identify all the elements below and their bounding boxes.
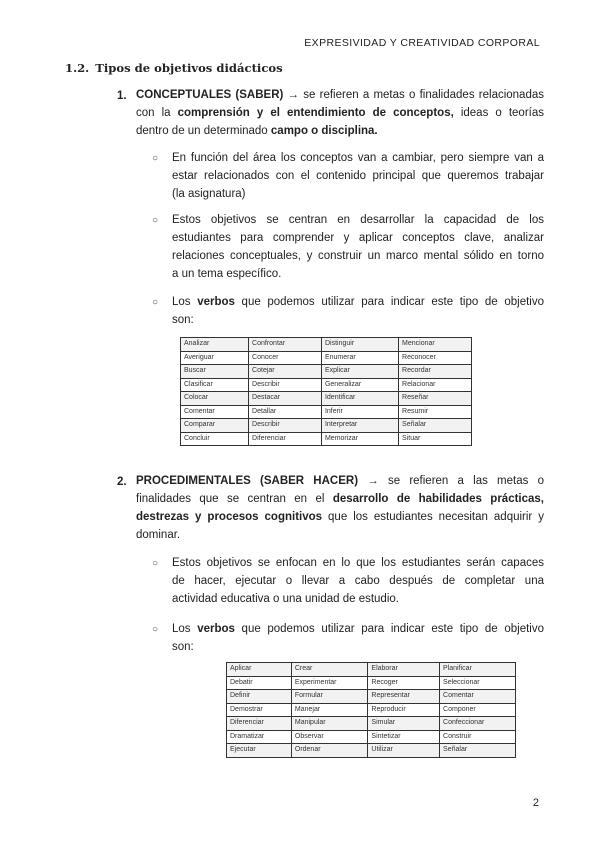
- bullet-line: Estos objetivos se enfocan en lo que los estudiantes serán capaces: [172, 557, 544, 569]
- item-2-line: [136, 526, 544, 544]
- table-cell: Comparar: [181, 419, 249, 433]
- table-cell: Recoger: [368, 676, 440, 690]
- bullet-line: (la asignatura): [172, 188, 246, 200]
- verbs-intro-pre: Los: [172, 623, 198, 635]
- bold-text: CONCEPTUALES (SABER): [136, 89, 284, 101]
- table-cell: Identificar: [321, 392, 398, 406]
- table-cell: Simular: [368, 717, 440, 731]
- item-2-line: [136, 472, 544, 490]
- item-1-line: [136, 104, 544, 122]
- table-row: [181, 432, 472, 446]
- table-cell: Ejecutar: [227, 744, 292, 758]
- table-cell: Memorizar: [321, 432, 398, 446]
- table-cell: Comentar: [181, 405, 249, 419]
- table-cell: Colocar: [181, 392, 249, 406]
- bullet-line: estudiantes para comprender y aplicar conceptos clave, analizar: [172, 232, 544, 244]
- table-cell: Reproducir: [368, 703, 440, 717]
- section-number: 1.2.: [65, 61, 90, 75]
- table-cell: Recordar: [399, 365, 472, 379]
- table-cell: Planificar: [440, 663, 516, 677]
- table-cell: Interpretar: [321, 419, 398, 433]
- table-cell: Manejar: [291, 703, 368, 717]
- table-cell: Confeccionar: [440, 717, 516, 731]
- verbs-intro-line: [172, 620, 544, 638]
- bold-text: PROCEDIMENTALES (SABER HACER): [136, 475, 359, 487]
- table-cell: Elaborar: [368, 663, 440, 677]
- table-cell: Dramatizar: [227, 730, 292, 744]
- table-cell: Conocer: [249, 351, 322, 365]
- bullet-line: a un tema específico.: [172, 268, 282, 280]
- table-cell: Ordenar: [291, 744, 368, 758]
- text-run: ideas o teorías: [453, 107, 544, 119]
- item-1-bullet-1: [172, 149, 544, 203]
- item-2-line: [136, 490, 544, 508]
- table-row: [181, 338, 472, 352]
- bullet-circle-icon: ○: [152, 215, 159, 226]
- table-cell: Demostrar: [227, 703, 292, 717]
- bold-text: desarrollo de habilidades prácticas,: [332, 493, 544, 505]
- bullet-line: actividad educativa o una unidad de estudio.: [172, 593, 399, 605]
- table-cell: Componer: [440, 703, 516, 717]
- table-cell: Concluir: [181, 432, 249, 446]
- bullet-line: de hacer, ejecutar o llevar a cabo después de completar una: [172, 575, 544, 587]
- verbs-intro-line2: son:: [172, 641, 194, 653]
- table-row: [181, 419, 472, 433]
- table-cell: Señalar: [399, 419, 472, 433]
- verbs-intro-line2: son:: [172, 314, 194, 326]
- bullet-line: relaciones conceptuales, y construir un marco mental sólido en torno: [172, 250, 544, 262]
- table-cell: Formular: [291, 690, 368, 704]
- table-cell: Manipular: [291, 717, 368, 731]
- bold-text: comprensión y el entendimiento de conceptos,: [177, 107, 454, 119]
- table-cell: Diferenciar: [227, 717, 292, 731]
- page-number: 2: [532, 797, 539, 809]
- item-1-line: [136, 122, 544, 140]
- item-1-verbs-intro: [172, 293, 544, 329]
- table-cell: Averiguar: [181, 351, 249, 365]
- verbs-intro-post: que podemos utilizar para indicar este tipo de objetivo: [234, 623, 544, 635]
- table-cell: Confrontar: [249, 338, 322, 352]
- bold-text: campo o disciplina.: [270, 125, 378, 137]
- verbs-table-conceptual: [180, 337, 472, 446]
- table-row: [227, 730, 516, 744]
- verbs-intro-post: que podemos utilizar para indicar este tipo de objetivo: [234, 296, 544, 308]
- table-cell: Crear: [291, 663, 368, 677]
- table-cell: Representar: [368, 690, 440, 704]
- table-row: [181, 392, 472, 406]
- table-cell: Observar: [291, 730, 368, 744]
- item-1-number: 1.: [117, 90, 127, 102]
- table-row: [227, 663, 516, 677]
- table-cell: Seleccionar: [440, 676, 516, 690]
- table-cell: Explicar: [321, 365, 398, 379]
- text-run: con la: [136, 107, 178, 119]
- table-cell: Analizar: [181, 338, 249, 352]
- table-cell: Construir: [440, 730, 516, 744]
- item-2-bullet-1: [172, 554, 544, 608]
- table-cell: Reseñar: [399, 392, 472, 406]
- bullet-circle-icon: ○: [152, 624, 159, 635]
- table-cell: Relacionar: [399, 378, 472, 392]
- table-row: [181, 365, 472, 379]
- text-run: → se refieren a metas o finalidades relacionadas: [283, 89, 544, 101]
- table-cell: Distinguir: [321, 338, 398, 352]
- table-cell: Reconocer: [399, 351, 472, 365]
- table-cell: Cotejar: [249, 365, 322, 379]
- bullet-circle-icon: ○: [152, 558, 159, 569]
- table-cell: Detallar: [249, 405, 322, 419]
- bullet-line: Estos objetivos se centran en desarrollar la capacidad de los: [172, 214, 544, 226]
- table-cell: Mencionar: [399, 338, 472, 352]
- verbs-intro-bold: verbos: [197, 296, 235, 308]
- text-run: → se refieren a las metas o: [358, 475, 544, 487]
- table-cell: Sintetizar: [368, 730, 440, 744]
- table-cell: Describir: [249, 378, 322, 392]
- table-cell: Experimentar: [291, 676, 368, 690]
- table-row: [227, 676, 516, 690]
- bullet-line: estar relacionados con el contenido principal que queremos trabajar: [172, 170, 544, 182]
- item-1-paragraph: [136, 86, 544, 140]
- bold-text: destrezas y procesos cognitivos: [136, 511, 323, 523]
- verbs-table-procedural: [226, 662, 516, 758]
- text-run: que los estudiantes necesitan adquirir y: [322, 511, 544, 523]
- table-cell: Resumir: [399, 405, 472, 419]
- table-cell: Generalizar: [321, 378, 398, 392]
- table-row: [181, 405, 472, 419]
- item-2-number: 2.: [117, 476, 127, 488]
- table-cell: Inferir: [321, 405, 398, 419]
- table-cell: Describir: [249, 419, 322, 433]
- table-cell: Diferenciar: [249, 432, 322, 446]
- section-title: [65, 61, 289, 75]
- bullet-circle-icon: ○: [152, 297, 159, 308]
- section-title-text: Tipos de objetivos didácticos: [95, 61, 283, 75]
- table-cell: Utilizar: [368, 744, 440, 758]
- table-cell: Debatir: [227, 676, 292, 690]
- table-cell: Enumerar: [321, 351, 398, 365]
- table-row: [227, 703, 516, 717]
- item-2-verbs-intro: [172, 620, 544, 656]
- bullet-circle-icon: ○: [152, 153, 159, 164]
- table-cell: Destacar: [249, 392, 322, 406]
- item-2-paragraph: [136, 472, 544, 544]
- text-run: dominar.: [136, 529, 181, 541]
- table-row: [227, 717, 516, 731]
- table-cell: Aplicar: [227, 663, 292, 677]
- item-2-line: [136, 508, 544, 526]
- text-run: finalidades que se centran en el: [136, 493, 333, 505]
- bullet-line: En función del área los conceptos van a cambiar, pero siempre van a: [172, 152, 544, 164]
- table-cell: Señalar: [440, 744, 516, 758]
- table-cell: Buscar: [181, 365, 249, 379]
- table-cell: Definir: [227, 690, 292, 704]
- item-1-line: [136, 86, 544, 104]
- table-row: [227, 744, 516, 758]
- running-header: EXPRESIVIDAD Y CREATIVIDAD CORPORAL: [304, 37, 540, 49]
- table-cell: Situar: [399, 432, 472, 446]
- verbs-intro-pre: Los: [172, 296, 198, 308]
- table-cell: Clasificar: [181, 378, 249, 392]
- table-cell: Comentar: [440, 690, 516, 704]
- table-row: [181, 351, 472, 365]
- table-row: [227, 690, 516, 704]
- verbs-intro-line: [172, 293, 544, 311]
- item-1-bullet-2: [172, 211, 544, 283]
- verbs-intro-bold: verbos: [197, 623, 235, 635]
- text-run: dentro de un determinado: [136, 125, 271, 137]
- table-row: [181, 378, 472, 392]
